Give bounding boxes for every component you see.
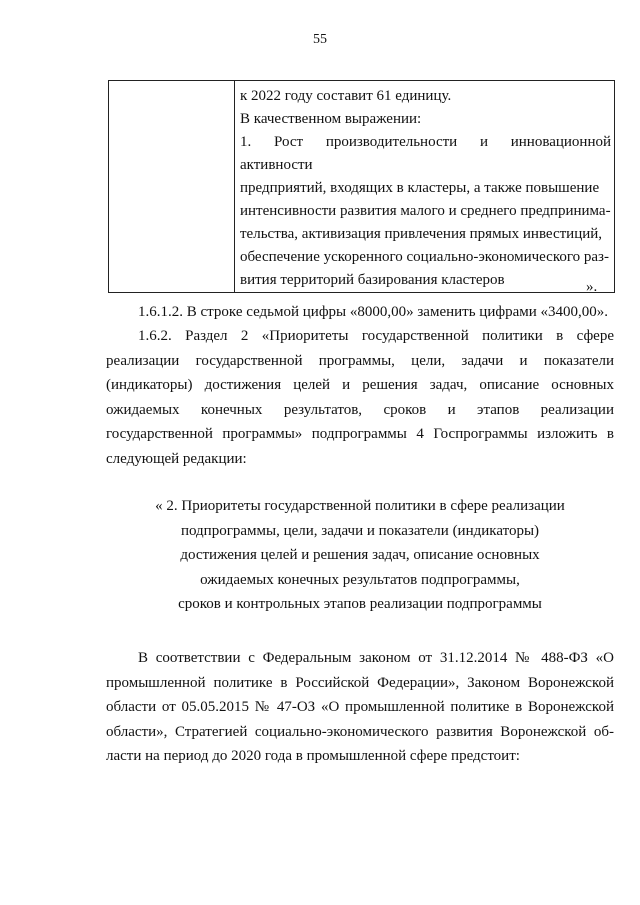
- table-cell-right: [235, 81, 615, 293]
- table-line: к 2022 году составит 61 единицу.: [240, 88, 452, 104]
- paragraph-line: ожидаемых конечных результатов, сроков и этапов реализации: [106, 401, 614, 418]
- table-line: 1. Рост производительности и инновационной активности: [240, 134, 611, 173]
- section-heading: [106, 494, 614, 617]
- paragraph-line: (индикаторы) достижения целей и решения задач, описание основных: [106, 377, 614, 393]
- paragraph-federal-law: [106, 646, 614, 769]
- heading-line: достижения целей и решения задач, описание основных: [180, 547, 540, 563]
- table-cell-left: [109, 81, 235, 293]
- paragraph-line: ласти на период до 2020 года в промышленной сфере предстоит:: [106, 748, 520, 764]
- table-line: обеспечение ускоренного социально-экономического раз-: [240, 249, 609, 265]
- paragraph-line: государственной программы» подпрограммы 4 Госпрограммы изложить в: [106, 426, 614, 442]
- indicator-table: [108, 80, 615, 293]
- paragraph-line: В соответствии с Федеральным законом от 31.12.2014 № 488-ФЗ «О: [138, 650, 614, 666]
- paragraph-line: следующей редакции:: [106, 450, 247, 467]
- paragraph-amendment-1-6-1-2: [106, 300, 614, 325]
- closing-quote: ».: [586, 279, 598, 295]
- table-line: вития территорий базирования кластеров: [240, 272, 505, 288]
- page-number: 55: [313, 32, 327, 47]
- table-line: предприятий, входящих в кластеры, а также повышение: [240, 180, 600, 196]
- heading-line: подпрограммы, цели, задачи и показатели (индикаторы): [180, 522, 540, 539]
- table-line: интенсивности развития малого и среднего предпринима-: [240, 203, 611, 219]
- heading-line: « 2. Приоритеты государственной политики в сфере реализации: [155, 498, 565, 514]
- paragraph-line: области», Стратегией социально-экономического развития Воронежской об-: [106, 723, 614, 740]
- heading-line: ожидаемых конечных результатов подпрограммы,: [200, 571, 520, 588]
- table-line: В качественном выражении:: [240, 111, 422, 127]
- table-row: [109, 81, 615, 293]
- paragraph-amendment-1-6-2: [106, 324, 614, 471]
- heading-line: сроков и контрольных этапов реализации подпрограммы: [178, 596, 542, 612]
- paragraph-line: реализации государственной программы, цели, задачи и показатели: [106, 352, 614, 369]
- paragraph-line: области от 05.05.2015 № 47-ОЗ «О промышленной политике в Воронежской: [106, 699, 614, 715]
- table-cell-text: [235, 81, 614, 292]
- paragraph-line: 1.6.1.2. В строке седьмой цифры «8000,00» заменить цифрами «3400,00».: [138, 304, 609, 320]
- paragraph-line: 1.6.2. Раздел 2 «Приоритеты государственной политики в сфере: [138, 328, 614, 344]
- paragraph-line: промышленной политике в Российской Федерации», Законом Воронежской: [106, 674, 614, 691]
- table-line: тельства, активизация привлечения прямых инвестиций,: [240, 226, 603, 242]
